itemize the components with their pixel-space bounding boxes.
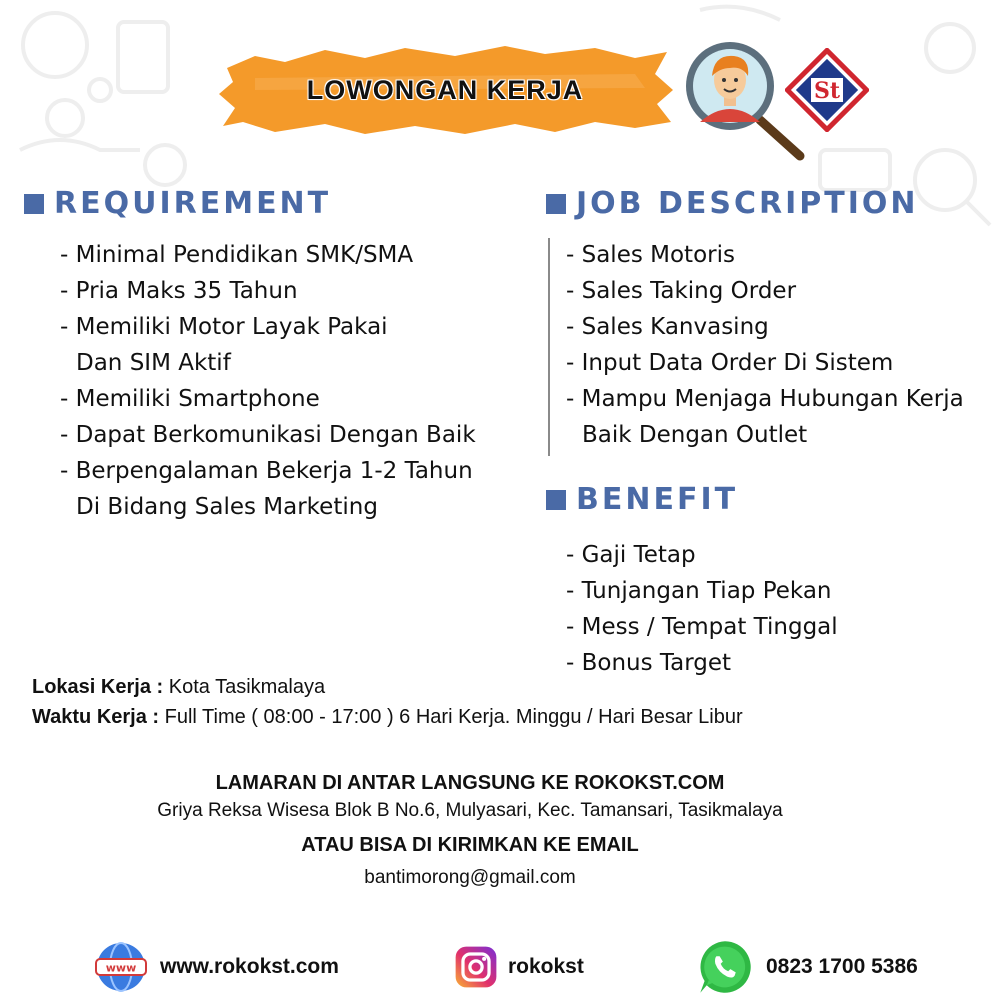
apply-instruction: LAMARAN DI ANTAR LANGSUNG KE ROKOKST.COM — [215, 772, 725, 794]
apply-address: Griya Reksa Wisesa Blok B No.6, Mulyasari, Kec. Tamansari, Tasikmalaya — [157, 800, 783, 821]
list-item: Di Bidang Sales Marketing — [76, 494, 378, 520]
website-text: www.rokokst.com — [160, 955, 339, 978]
apply-email-instruction: ATAU BISA DI KIRIMKAN KE EMAIL — [301, 834, 639, 856]
list-item: - Berpengalaman Bekerja 1-2 Tahun — [60, 458, 473, 484]
list-item: - Mampu Menjaga Hubungan Kerja — [566, 386, 964, 412]
logo-text: St — [813, 78, 841, 104]
list-item: - Memiliki Smartphone — [60, 386, 320, 412]
apply-email[interactable]: bantimorong@gmail.com — [364, 867, 576, 888]
work-location-value: Kota Tasikmalaya — [168, 676, 326, 698]
work-time-label: Waktu Kerja : — [32, 706, 160, 728]
web-globe-icon — [94, 940, 148, 994]
instagram-icon — [454, 945, 498, 989]
list-item: - Sales Kanvasing — [566, 314, 769, 340]
list-item: - Pria Maks 35 Tahun — [60, 278, 298, 304]
work-location-label: Lokasi Kerja : — [32, 676, 164, 698]
list-item: - Memiliki Motor Layak Pakai — [60, 314, 388, 340]
list-item: - Tunjangan Tiap Pekan — [566, 578, 832, 604]
job-description-heading — [546, 186, 918, 221]
requirement-list — [60, 237, 476, 525]
heading-square-icon — [546, 194, 566, 214]
footer-instagram[interactable] — [454, 940, 584, 994]
phone-number: 0823 1700 5386 — [766, 955, 918, 978]
work-time — [32, 706, 743, 729]
heading-square-icon — [24, 194, 44, 214]
list-item: - Input Data Order Di Sistem — [566, 350, 894, 376]
requirement-heading — [24, 186, 331, 221]
whatsapp-icon — [696, 938, 754, 996]
www-label: www — [105, 961, 137, 975]
instagram-handle: rokokst — [508, 955, 584, 978]
heading-square-icon — [546, 490, 566, 510]
list-item: - Bonus Target — [566, 650, 732, 676]
work-time-value: Full Time ( 08:00 - 17:00 ) 6 Hari Kerja. Minggu / Hari Besar Libur — [164, 706, 743, 728]
list-item: Baik Dengan Outlet — [582, 422, 808, 448]
benefit-title: BENEFIT — [576, 482, 739, 517]
list-item: - Minimal Pendidikan SMK/SMA — [60, 242, 414, 268]
footer-website[interactable] — [94, 940, 339, 994]
work-location — [32, 676, 325, 699]
list-item: Dan SIM Aktif — [76, 350, 231, 376]
list-item: - Mess / Tempat Tinggal — [566, 614, 838, 640]
benefit-list — [566, 537, 838, 681]
list-item: - Sales Taking Order — [566, 278, 797, 304]
requirement-title: REQUIREMENT — [54, 186, 332, 221]
footer-whatsapp[interactable] — [696, 940, 918, 994]
list-item: - Gaji Tetap — [566, 542, 696, 568]
header-banner — [215, 38, 675, 142]
list-item: - Dapat Berkomunikasi Dengan Baik — [60, 422, 476, 448]
job-description-title: JOB DESCRIPTION — [576, 186, 919, 221]
divider-line — [548, 238, 550, 456]
company-logo — [785, 48, 869, 132]
job-description-list — [566, 237, 964, 453]
banner-title: LOWONGAN KERJA — [306, 74, 584, 105]
benefit-heading — [546, 482, 738, 517]
list-item: - Sales Motoris — [566, 242, 735, 268]
